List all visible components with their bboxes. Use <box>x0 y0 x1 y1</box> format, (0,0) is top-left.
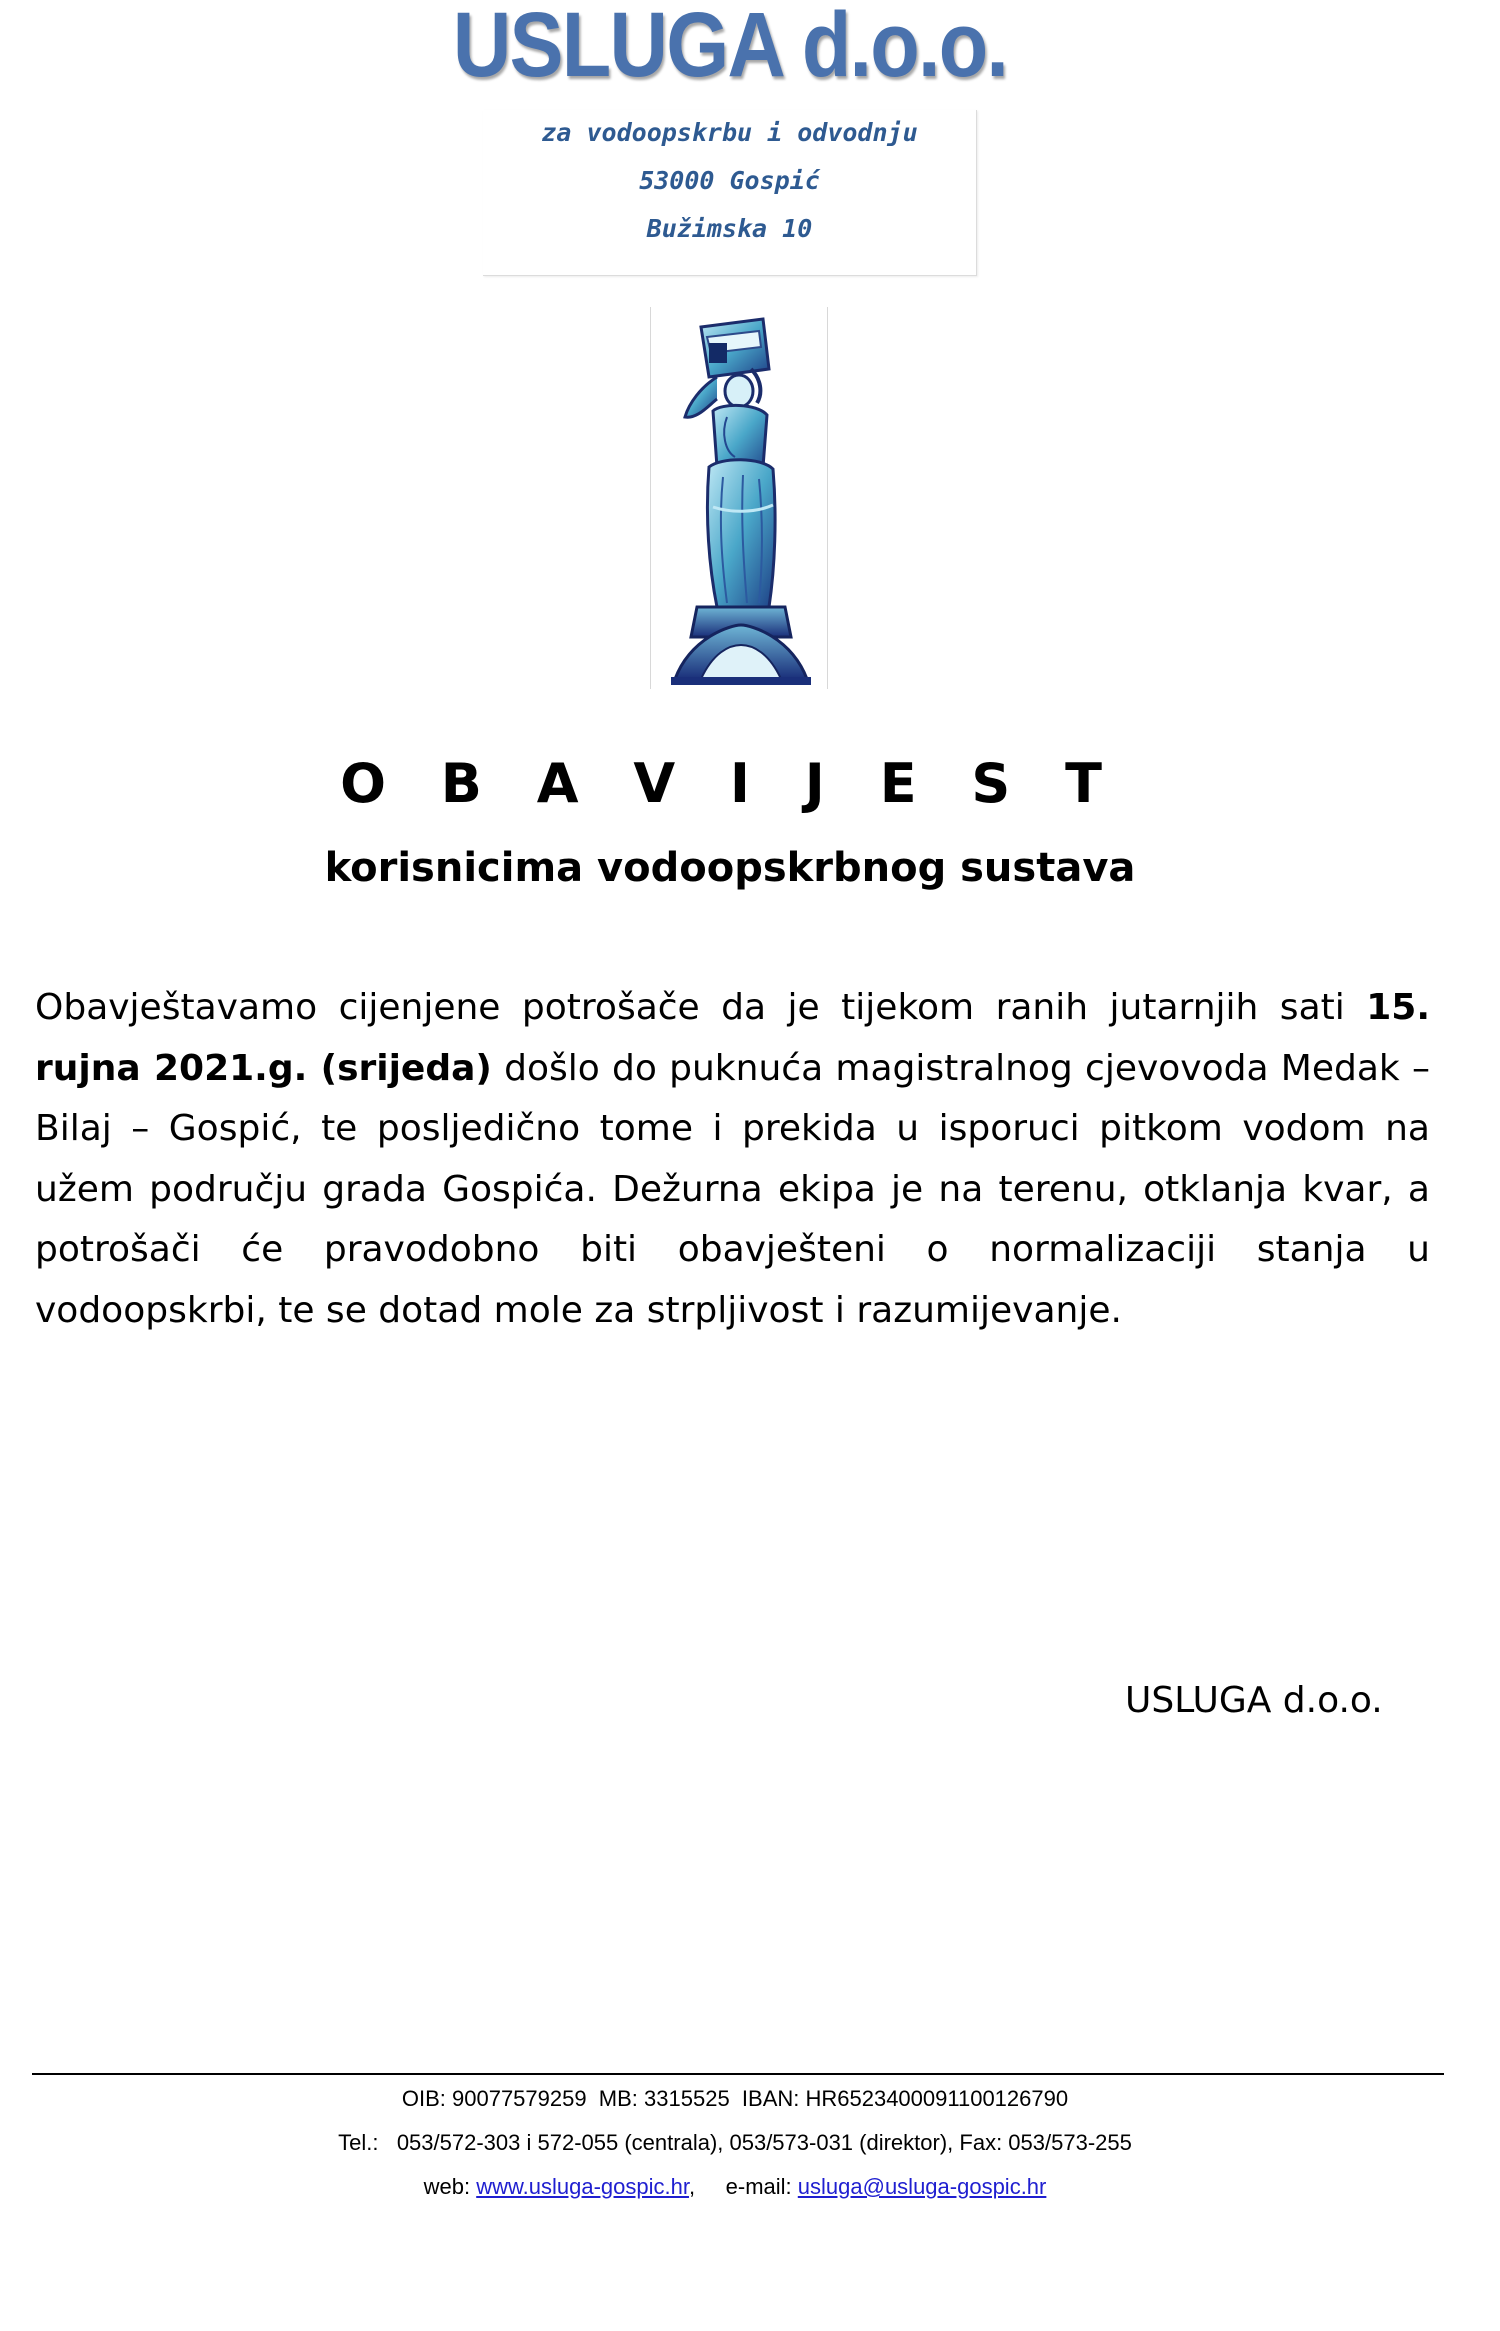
notice-title: O B A V I J E S T <box>340 752 1120 815</box>
email-link[interactable]: usluga@usluga-gospic.hr <box>797 2174 1047 2199</box>
notice-subtitle: korisnicima vodoopskrbnog sustava <box>324 845 1136 891</box>
footer-divider <box>32 2073 1444 2075</box>
statue-logo-icon <box>651 307 827 689</box>
footer-phone-line: Tel.: 053/572-303 i 572-055 (centrala), 053/573-031 (direktor), Fax: 053/573-255 <box>338 2130 1132 2155</box>
footer-registration-line: OIB: 90077579259 MB: 3315525 IBAN: HR6523400091100126790 <box>401 2086 1069 2111</box>
address-line-city: 53000 Gospić <box>639 166 820 195</box>
address-line-service: za vodoopskrbu i odvodnju <box>541 118 918 147</box>
statue-logo <box>650 307 828 689</box>
notice-body <box>35 978 1430 1341</box>
footer-contact-line <box>0 2174 1470 2200</box>
notice-body-date: 15. rujna 2021.g. (srijeda) <box>35 987 1430 1089</box>
notice-body-intro: Obavještavamo cijenjene potrošače da je tijekom ranih jutarnjih sati <box>35 987 1367 1028</box>
company-logo-title: USLUGA d.o.o. <box>452 0 1008 96</box>
footer-email-label: , e-mail: <box>688 2174 798 2199</box>
signature: USLUGA d.o.o. <box>1125 1680 1383 1721</box>
website-link[interactable]: www.usluga-gospic.hr <box>476 2174 689 2199</box>
notice-body-details: došlo do puknuća magistralnog cjevovoda Medak – Bilaj – Gospić, te posljedično tome i prekida u isporuci pitkom vodom na užem području grada Gospića. Dežurna ekipa je na terenu, otklanja kvar, a potrošači će pravodobno biti obavješteni o normalizaciji stanja u vodoopskrbi, te se dotad mole za strpljivost i razumijevanje. <box>35 1047 1430 1331</box>
footer-web-label: web: <box>423 2174 477 2199</box>
address-line-street: Bužimska 10 <box>646 214 813 243</box>
address-box <box>483 110 977 276</box>
